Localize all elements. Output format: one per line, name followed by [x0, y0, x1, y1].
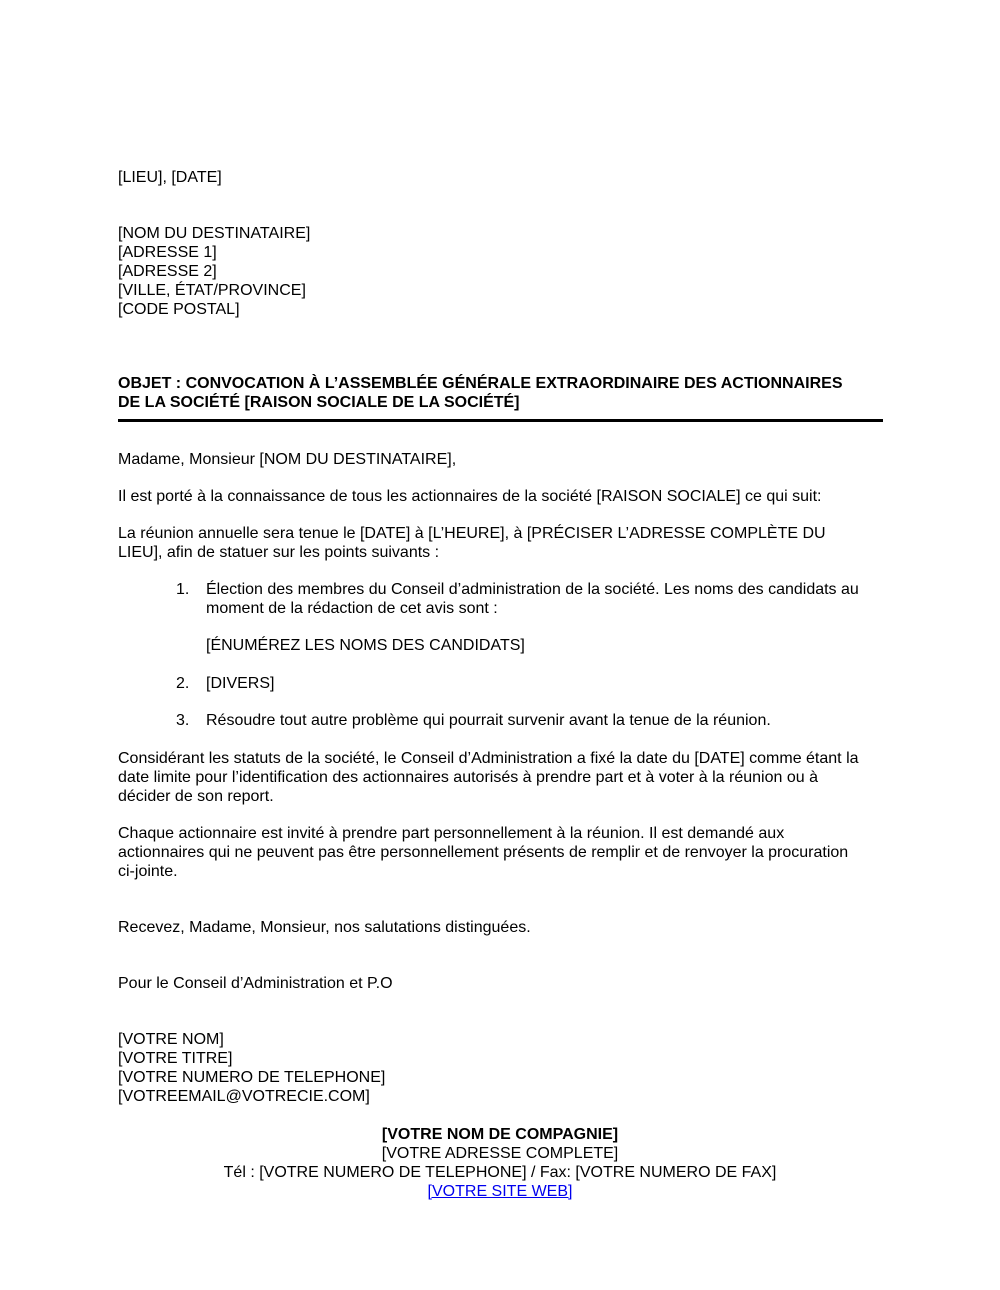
list-item-number: 2.	[176, 675, 190, 692]
list-item-line-1: [DIVERS]	[206, 675, 275, 692]
subject-line-2: DE LA SOCIÉTÉ [RAISON SOCIALE DE LA SOCIÉTÉ]	[118, 394, 520, 411]
statutes-line-3: décider de son report.	[118, 788, 274, 805]
recipient-address1: [ADRESSE 1]	[118, 244, 217, 261]
intro-text: Il est porté à la connaissance de tous les actionnaires de la société [RAISON SOCIALE] ce qui suit:	[118, 488, 822, 505]
footer-company-name: [VOTRE NOM DE COMPAGNIE]	[381, 1126, 619, 1143]
footer-contact: Tél : [VOTRE NUMERO DE TELEPHONE] / Fax: [VOTRE NUMERO DE FAX]	[223, 1164, 777, 1181]
statutes-line-2: date limite pour l’identification des actionnaires autorisés à prendre part et à voter à la réunion ou à	[118, 769, 818, 786]
on-behalf-block	[118, 974, 888, 993]
statutes-line-1: Considérant les statuts de la société, le Conseil d’Administration a fixé la date du [DATE] comme étant la	[118, 750, 859, 767]
closing-block	[118, 918, 888, 937]
signature-block	[118, 1030, 888, 1106]
candidates-placeholder: [ÉNUMÉREZ LES NOMS DES CANDIDATS]	[206, 637, 525, 654]
meeting-line-1: La réunion annuelle sera tenue le [DATE] à [L’HEURE], à [PRÉCISER L’ADRESSE COMPLÈTE DU	[118, 525, 826, 542]
invite-line-3: ci-jointe.	[118, 863, 178, 880]
list-item-line-1: Élection des membres du Conseil d’administration de la société. Les noms des candidats au	[206, 581, 859, 598]
footer-address: [VOTRE ADRESSE COMPLETE]	[381, 1145, 619, 1162]
salutation-block	[118, 450, 888, 469]
list-item-text	[206, 711, 888, 730]
subject-line-1: OBJET : CONVOCATION À L’ASSEMBLÉE GÉNÉRALE EXTRAORDINAIRE DES ACTIONNAIRES	[118, 375, 843, 392]
place-date: [LIEU], [DATE]	[118, 169, 222, 186]
company-footer	[0, 1125, 1000, 1201]
list-item-text	[206, 580, 888, 655]
footer-website-link[interactable]: [VOTRE SITE WEB]	[427, 1183, 573, 1200]
on-behalf-text: Pour le Conseil d’Administration et P.O	[118, 975, 393, 992]
subject-divider	[118, 419, 883, 422]
list-item-line-1: Résoudre tout autre problème qui pourrait survenir avant la tenue de la réunion.	[206, 712, 771, 729]
list-item-number: 1.	[176, 581, 190, 598]
recipient-block	[118, 224, 888, 319]
signature-title: [VOTRE TITRE]	[118, 1050, 233, 1067]
invite-line-1: Chaque actionnaire est invité à prendre part personnellement à la réunion. Il est demandé aux	[118, 825, 785, 842]
subject-heading	[118, 374, 888, 412]
recipient-postal-code: [CODE POSTAL]	[118, 301, 240, 318]
invite-line-2: actionnaires qui ne peuvent pas être personnellement présents de remplir et de renvoyer la procuration	[118, 844, 849, 861]
meeting-paragraph	[118, 524, 888, 562]
recipient-address2: [ADRESSE 2]	[118, 263, 217, 280]
closing-text: Recevez, Madame, Monsieur, nos salutations distinguées.	[118, 919, 531, 936]
list-item-number: 3.	[176, 712, 190, 729]
signature-name: [VOTRE NOM]	[118, 1031, 224, 1048]
place-date-block	[118, 168, 888, 187]
salutation: Madame, Monsieur [NOM DU DESTINATAIRE],	[118, 451, 457, 468]
meeting-line-2: LIEU], afin de statuer sur les points suivants :	[118, 544, 440, 561]
invitation-paragraph	[118, 824, 888, 881]
intro-paragraph	[118, 487, 888, 506]
list-item-text	[206, 674, 888, 693]
signature-phone: [VOTRE NUMERO DE TELEPHONE]	[118, 1069, 386, 1086]
recipient-name: [NOM DU DESTINATAIRE]	[118, 225, 311, 242]
statutes-paragraph	[118, 749, 888, 806]
list-item-line-2: moment de la rédaction de cet avis sont :	[206, 600, 498, 617]
recipient-city-state: [VILLE, ÉTAT/PROVINCE]	[118, 282, 306, 299]
signature-email: [VOTREEMAIL@VOTRECIE.COM]	[118, 1088, 370, 1105]
